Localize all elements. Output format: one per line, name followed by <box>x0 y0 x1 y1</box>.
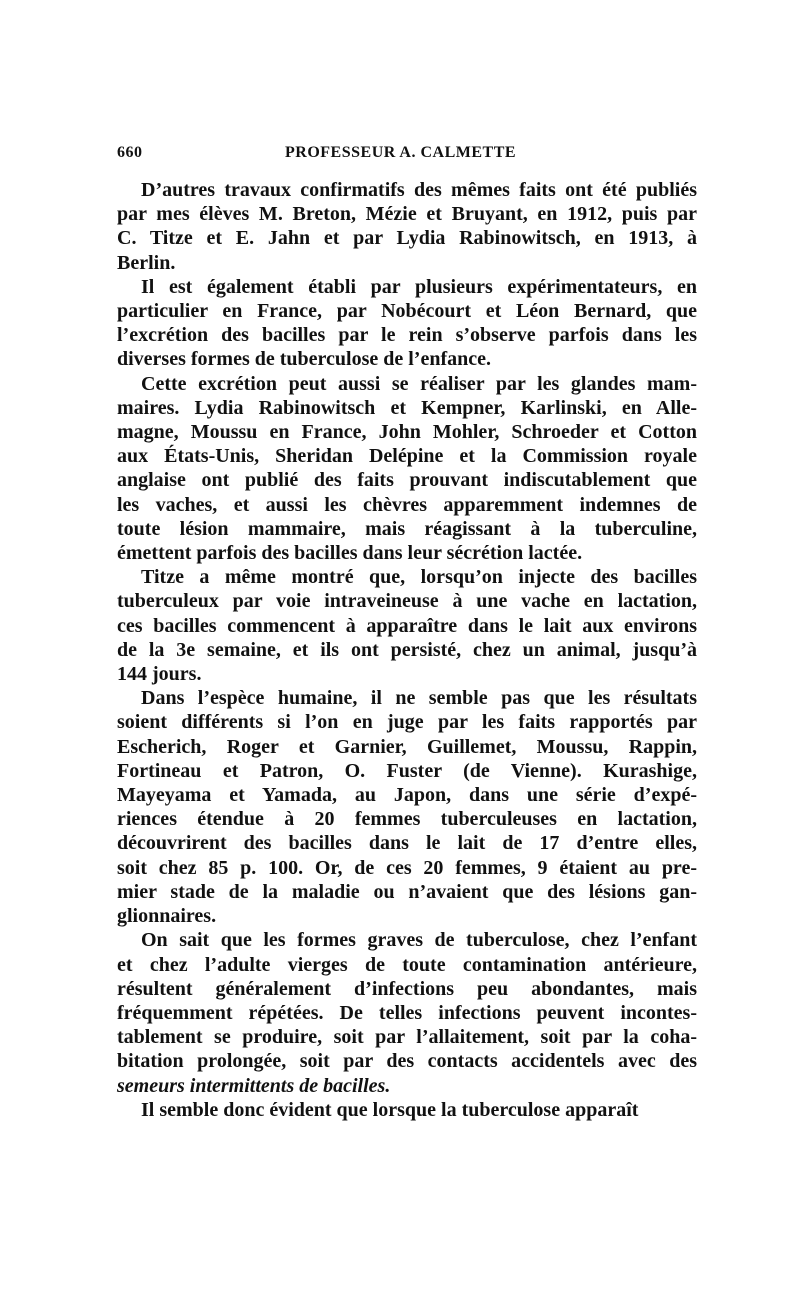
text-line: anglaise ont publié des faits prouvant indiscutablement que <box>117 469 697 492</box>
text-line: riences étendue à 20 femmes tuberculeuses en lactation, <box>117 808 697 831</box>
text-line: mier stade de la maladie ou n’avaient que des lésions gan- <box>117 880 697 903</box>
text-line: Berlin. <box>117 251 176 274</box>
text-line: bitation prolongée, soit par des contacts accidentels avec des <box>117 1050 697 1073</box>
text-line: ces bacilles commencent à apparaître dans le lait aux environs <box>117 614 697 637</box>
paragraph <box>117 686 697 928</box>
paragraph <box>117 178 697 275</box>
text-line: l’excrétion des bacilles par le rein s’observe parfois dans les <box>117 324 697 347</box>
text-line: magne, Moussu en France, John Mohler, Schroeder et Cotton <box>117 421 697 444</box>
text-line: Escherich, Roger et Garnier, Guillemet, Moussu, Rappin, <box>117 735 697 758</box>
text-line: Il semble donc évident que lorsque la tuberculose apparaît <box>141 1098 639 1121</box>
text-line: résultent généralement d’infections peu abondantes, mais <box>117 977 697 1000</box>
paragraph <box>117 275 697 372</box>
text-line: découvrirent des bacilles dans le lait de 17 d’entre elles, <box>117 832 697 855</box>
text-line: Titze a même montré que, lorsqu’on injecte des bacilles <box>141 566 697 589</box>
text-line: de la 3e semaine, et ils ont persisté, chez un animal, jusqu’à <box>117 638 697 661</box>
text-line: et chez l’adulte vierges de toute contamination antérieure, <box>117 953 697 976</box>
text-line: diverses formes de tuberculose de l’enfance. <box>117 348 492 371</box>
text-line: soit chez 85 p. 100. Or, de ces 20 femmes, 9 étaient au pre- <box>117 856 697 879</box>
text-line: les vaches, et aussi les chèvres apparemment indemnes de <box>117 493 697 516</box>
text-line: aux États-Unis, Sheridan Delépine et la Commission royale <box>117 445 697 468</box>
text-line: tuberculeux par voie intraveineuse à une vache en lactation, <box>117 590 697 613</box>
paragraph <box>117 1098 697 1122</box>
text-line: émettent parfois des bacilles dans leur sécrétion lactée. <box>117 542 583 565</box>
text-line: Dans l’espèce humaine, il ne semble pas que les résultats <box>141 687 697 710</box>
paragraph <box>117 372 697 566</box>
paragraph <box>117 565 697 686</box>
page-number: 660 <box>117 144 143 161</box>
running-title: PROFESSEUR A. CALMETTE <box>285 144 517 161</box>
paragraph <box>117 928 697 1097</box>
text-line: Cette excrétion peut aussi se réaliser par les glandes mam- <box>141 372 697 395</box>
text-line: tablement se produire, soit par l’allaitement, soit par la coha- <box>117 1026 697 1049</box>
running-head <box>117 144 697 168</box>
text-line: C. Titze et E. Jahn et par Lydia Rabinowitsch, en 1913, à <box>117 227 697 250</box>
text-line: Fortineau et Patron, O. Fuster (de Vienne). Kurashige, <box>117 759 697 782</box>
text-line: particulier en France, par Nobécourt et Léon Bernard, que <box>117 300 697 323</box>
text-line: soient différents si l’on en juge par les faits rapportés par <box>117 711 697 734</box>
text-line: semeurs intermittents de bacilles. <box>117 1074 391 1097</box>
body-text <box>117 178 697 1122</box>
text-line: toute lésion mammaire, mais réagissant à la tuberculine, <box>117 517 697 540</box>
text-line: Il est également établi par plusieurs expérimentateurs, en <box>141 275 697 298</box>
text-line: glionnaires. <box>117 905 217 928</box>
text-line: maires. Lydia Rabinowitsch et Kempner, Karlinski, en Alle- <box>117 396 697 419</box>
text-line: Mayeyama et Yamada, au Japon, dans une série d’expé- <box>117 784 697 807</box>
text-line: On sait que les formes graves de tuberculose, chez l’enfant <box>141 929 697 952</box>
text-line: 144 jours. <box>117 663 202 686</box>
text-line: D’autres travaux confirmatifs des mêmes faits ont été publiés <box>141 179 697 201</box>
text-line: fréquemment répétées. De telles infections peuvent incontes- <box>117 1001 697 1024</box>
text-line: par mes élèves M. Breton, Mézie et Bruyant, en 1912, puis par <box>117 203 697 226</box>
